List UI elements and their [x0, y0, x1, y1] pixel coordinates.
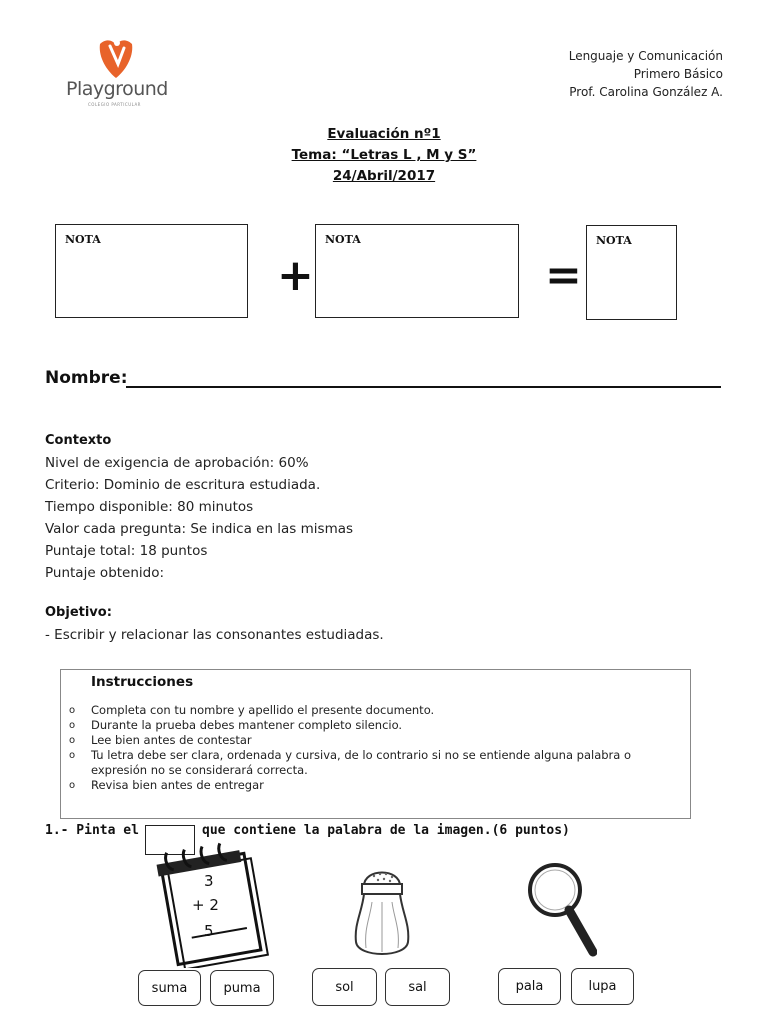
- grade-box-label: NOTA: [596, 234, 632, 247]
- notepad-sum-image: [150, 838, 270, 968]
- name-label: Nombre:: [45, 368, 128, 388]
- plus-sign: +: [277, 250, 314, 301]
- instruction-item: o Lee bien antes de contestar: [69, 733, 252, 747]
- evaluation-date: 24/Abril/2017: [332, 168, 436, 184]
- context-section: [45, 430, 353, 584]
- evaluation-title: [0, 124, 768, 187]
- objective-text: - Escribir y relacionar las consonantes estudiadas.: [45, 627, 384, 643]
- bullet-icon: o: [69, 735, 76, 746]
- logo-subtitle: COLEGIO PARTICULAR: [88, 102, 141, 107]
- course-header: [569, 47, 723, 101]
- magnifying-glass-image: [525, 860, 597, 958]
- salt-shaker-icon: [350, 862, 414, 962]
- instruction-item: o Durante la prueba debes mantener completo silencio.: [69, 718, 403, 732]
- grade-level: Primero Básico: [633, 67, 723, 81]
- context-line: Tiempo disponible: 80 minutos: [45, 499, 254, 515]
- context-line: Puntaje obtenido:: [45, 565, 165, 581]
- context-line: Puntaje total: 18 puntos: [45, 543, 208, 559]
- instructions-box: [60, 669, 691, 819]
- context-line: Valor cada pregunta: Se indica en las mismas: [45, 521, 354, 537]
- instruction-item: o Revisa bien antes de entregar: [69, 778, 264, 792]
- objective-heading: Objetivo:: [45, 605, 112, 620]
- grade-box-label: NOTA: [325, 233, 361, 246]
- name-field[interactable]: [126, 386, 721, 388]
- bullet-icon: o: [69, 780, 76, 791]
- option-puma[interactable]: puma: [210, 970, 274, 1006]
- subject: Lenguaje y Comunicación: [568, 49, 723, 63]
- sum-addend-2: + 2: [192, 896, 219, 914]
- option-lupa[interactable]: lupa: [571, 968, 634, 1005]
- option-sal[interactable]: sal: [385, 968, 450, 1006]
- sum-addend-1: 3: [204, 872, 214, 890]
- magnifying-glass-icon: [525, 860, 597, 958]
- bullet-icon: o: [69, 720, 76, 731]
- instruction-item: o Completa con tu nombre y apellido el presente documento.: [69, 703, 435, 717]
- logo-wordmark: Playground: [66, 78, 168, 100]
- bullet-icon: o: [69, 750, 76, 761]
- evaluation-number: Evaluación nº1: [327, 126, 441, 142]
- objective-section: [45, 602, 384, 646]
- salt-shaker-image: [350, 862, 414, 962]
- grade-box-total[interactable]: [586, 225, 677, 320]
- option-suma[interactable]: suma: [138, 970, 201, 1006]
- evaluation-topic: Tema: “Letras L , M y S”: [291, 147, 477, 163]
- grade-box-1[interactable]: [55, 224, 248, 318]
- school-logo: [62, 34, 174, 110]
- grade-box-2[interactable]: [315, 224, 519, 318]
- grade-box-label: NOTA: [65, 233, 101, 246]
- question-1-text: que contiene la palabra de la imagen.(6 puntos): [202, 823, 570, 838]
- teacher: Prof. Carolina González A.: [569, 85, 723, 99]
- bullet-icon: o: [69, 705, 76, 716]
- option-pala[interactable]: pala: [498, 968, 561, 1005]
- playground-flame-icon: [62, 34, 174, 80]
- option-sol[interactable]: sol: [312, 968, 377, 1006]
- question-1-prefix: 1.- Pinta el: [45, 823, 139, 838]
- instruction-item: o Tu letra debe ser clara, ordenada y cursiva, de lo contrario si no se entiende alguna palabra o expresión no se considerará correcta.: [69, 748, 632, 777]
- instructions-title: Instrucciones: [91, 674, 194, 690]
- sum-result: 5: [204, 922, 214, 940]
- context-line: Nivel de exigencia de aprobación: 60%: [45, 455, 309, 471]
- context-heading: Contexto: [45, 433, 112, 448]
- context-line: Criterio: Dominio de escritura estudiada.: [45, 477, 321, 493]
- equals-sign: =: [545, 250, 582, 301]
- instructions-list: [69, 703, 681, 793]
